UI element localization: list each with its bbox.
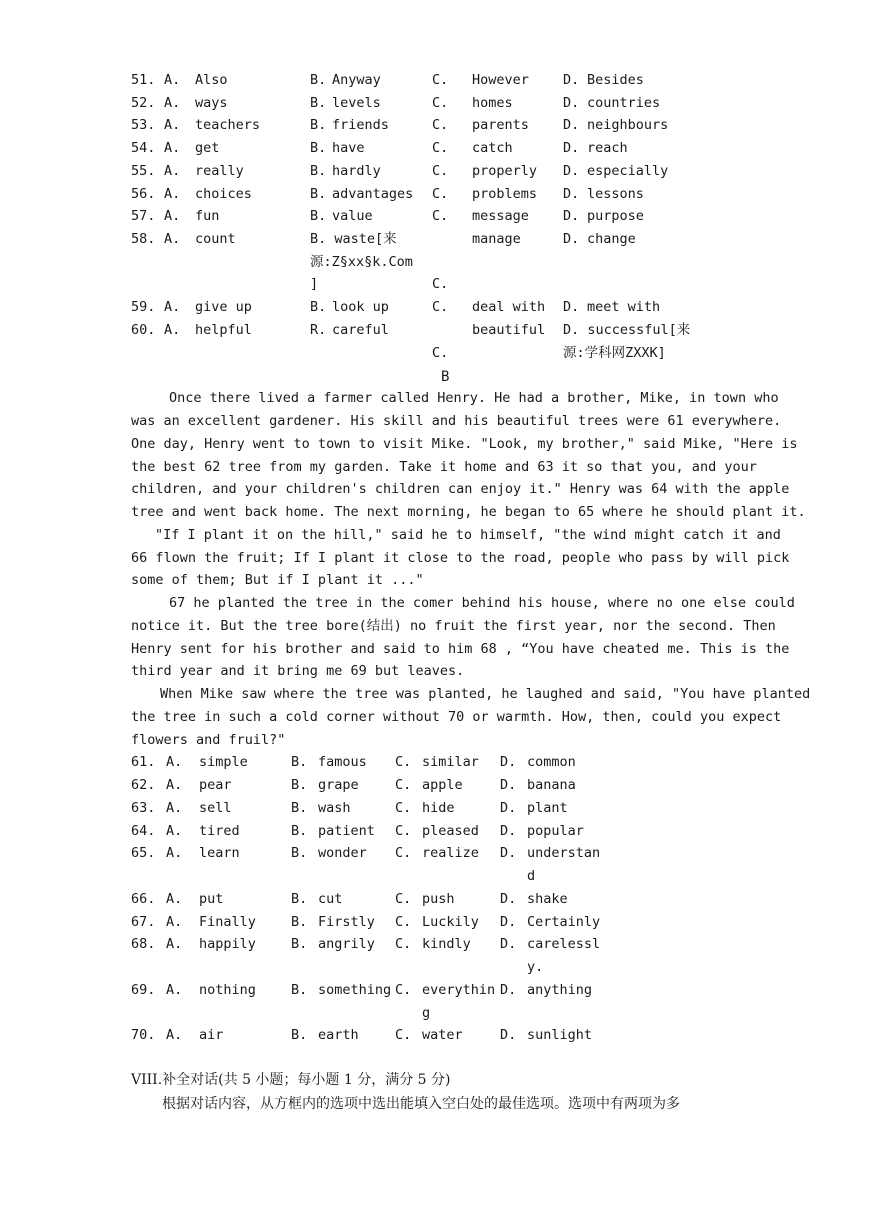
option-letter: C. xyxy=(432,276,449,292)
option-letter: A. xyxy=(166,823,183,839)
question-row-60 xyxy=(0,319,869,341)
option-text: wonder xyxy=(318,845,367,861)
option-text: Also xyxy=(195,72,228,88)
question-number: 62. xyxy=(131,777,156,793)
option-text: hardly xyxy=(332,163,381,179)
option-letter: C. xyxy=(432,163,449,179)
option-letter: B. xyxy=(291,754,308,770)
option-text: wash xyxy=(318,800,351,816)
option-text: count xyxy=(195,231,236,247)
option-text: shake xyxy=(527,891,568,907)
option-text: properly xyxy=(472,163,538,179)
question-number: 67. xyxy=(131,914,156,930)
question-row xyxy=(0,842,869,864)
option-text: advantages xyxy=(332,186,414,202)
option-text: earth xyxy=(318,1027,359,1043)
option-letter: C. xyxy=(395,936,412,952)
question-number: 56. xyxy=(131,186,156,202)
option-text: nothing xyxy=(199,982,256,998)
question-row-58-cont xyxy=(0,251,869,273)
option-text: really xyxy=(195,163,244,179)
option-letter: A. xyxy=(164,95,181,111)
option-letter: D. xyxy=(563,186,580,202)
question-number: 60. xyxy=(131,322,156,338)
option-text: water xyxy=(422,1027,463,1043)
question-number: 64. xyxy=(131,823,156,839)
option-letter: A. xyxy=(164,72,181,88)
option-text: g xyxy=(422,1005,431,1021)
question-number: 68. xyxy=(131,936,156,952)
option-letter: B. xyxy=(310,163,327,179)
option-text: pear xyxy=(199,777,232,793)
question-number: 61. xyxy=(131,754,156,770)
option-letter: B. xyxy=(310,186,327,202)
passage-line: tree and went back home. The next morning, he began to 65 where he should plant it. xyxy=(131,504,806,520)
option-text: ] xyxy=(310,276,319,292)
option-letter: C. xyxy=(395,800,412,816)
passage-line: notice it. But the tree bore(结出) no fruit the first year, nor the second. Then xyxy=(131,618,776,634)
option-text: cut xyxy=(318,891,343,907)
question-row xyxy=(0,979,869,1001)
option-letter: D. xyxy=(500,914,517,930)
option-letter: D. xyxy=(563,140,580,156)
option-text: 源:学科网ZXXK] xyxy=(563,345,666,361)
option-text: reach xyxy=(587,140,628,156)
option-text: look up xyxy=(332,299,389,315)
section-heading-viii: VIII.补全对话(共 5 小题；每小题 1 分，满分 5 分) xyxy=(131,1072,451,1088)
option-text: plant xyxy=(527,800,568,816)
question-row xyxy=(0,888,869,910)
passage-line: 66 flown the fruit; If I plant it close to the road, people who pass by will pick xyxy=(131,550,790,566)
option-text: banana xyxy=(527,777,576,793)
option-letter: C. xyxy=(395,891,412,907)
option-text: ways xyxy=(195,95,228,111)
question-row xyxy=(0,137,869,159)
passage-line: "If I plant it on the hill," said he to himself, "the wind might catch it and xyxy=(155,527,781,543)
option-text: Besides xyxy=(587,72,644,88)
option-text: patient xyxy=(318,823,375,839)
option-text: countries xyxy=(587,95,661,111)
question-row xyxy=(0,751,869,773)
option-letter: C. xyxy=(395,1027,412,1043)
option-letter: A. xyxy=(166,1027,183,1043)
option-text: pleased xyxy=(422,823,479,839)
option-letter: B. xyxy=(291,845,308,861)
option-text: manage xyxy=(472,231,521,247)
option-text: apple xyxy=(422,777,463,793)
option-text: give up xyxy=(195,299,252,315)
option-letter: C. xyxy=(432,186,449,202)
question-number: 53. xyxy=(131,117,156,133)
option-text: lessons xyxy=(587,186,644,202)
option-text: grape xyxy=(318,777,359,793)
option-text: common xyxy=(527,754,576,770)
question-row-cont xyxy=(0,956,869,978)
option-text: anything xyxy=(527,982,593,998)
option-letter: D. xyxy=(500,1027,517,1043)
option-letter: B. xyxy=(310,95,327,111)
option-text: Finally xyxy=(199,914,256,930)
option-text: popular xyxy=(527,823,584,839)
question-number: 57. xyxy=(131,208,156,224)
passage-line: When Mike saw where the tree was planted, he laughed and said, "You have planted xyxy=(160,686,811,702)
option-letter: C. xyxy=(432,95,449,111)
question-row xyxy=(0,797,869,819)
question-number: 58. xyxy=(131,231,156,247)
option-text: realize xyxy=(422,845,479,861)
option-text: problems xyxy=(472,186,538,202)
option-text: sunlight xyxy=(527,1027,593,1043)
question-row xyxy=(0,69,869,91)
option-text: B. waste[来 xyxy=(310,231,397,247)
option-text: learn xyxy=(199,845,240,861)
option-text: y. xyxy=(527,959,544,975)
option-letter: B. xyxy=(310,299,327,315)
option-text: catch xyxy=(472,140,513,156)
question-row xyxy=(0,933,869,955)
option-letter: A. xyxy=(166,845,183,861)
question-number: 65. xyxy=(131,845,156,861)
option-letter: D. xyxy=(563,95,580,111)
option-text: D. successful[来 xyxy=(563,322,691,338)
option-letter: C. xyxy=(432,72,449,88)
option-letter: A. xyxy=(164,117,181,133)
option-text: understan xyxy=(527,845,601,861)
question-row xyxy=(0,183,869,205)
question-row-58 xyxy=(0,228,869,250)
option-letter: B. xyxy=(291,936,308,952)
question-number: 59. xyxy=(131,299,156,315)
option-letter: D. xyxy=(500,823,517,839)
option-text: hide xyxy=(422,800,455,816)
option-letter: A. xyxy=(164,208,181,224)
question-row-cont xyxy=(0,1002,869,1024)
question-number: 63. xyxy=(131,800,156,816)
option-letter: A. xyxy=(164,186,181,202)
option-text: friends xyxy=(332,117,389,133)
passage-line: was an excellent gardener. His skill and his beautiful trees were 61 everywhere. xyxy=(131,413,782,429)
option-letter: A. xyxy=(166,936,183,952)
question-number: 52. xyxy=(131,95,156,111)
question-number: 54. xyxy=(131,140,156,156)
option-text: especially xyxy=(587,163,669,179)
option-letter: C. xyxy=(432,299,449,315)
question-number: 55. xyxy=(131,163,156,179)
option-letter: D. xyxy=(563,231,580,247)
option-text: something xyxy=(318,982,392,998)
option-text: happily xyxy=(199,936,256,952)
option-text: push xyxy=(422,891,455,907)
option-letter: A. xyxy=(166,982,183,998)
option-letter: D. xyxy=(563,117,580,133)
option-letter: A. xyxy=(166,777,183,793)
option-letter: D. xyxy=(563,163,580,179)
option-letter: C. xyxy=(432,345,449,361)
option-text: fun xyxy=(195,208,220,224)
passage-line: 67 he planted the tree in the comer behind his house, where no one else could xyxy=(169,595,795,611)
option-letter: A. xyxy=(164,163,181,179)
passage-line: third year and it bring me 69 but leaves. xyxy=(131,663,465,679)
option-text: carelessl xyxy=(527,936,601,952)
option-letter: D. xyxy=(563,72,580,88)
option-letter: A. xyxy=(164,299,181,315)
option-text: teachers xyxy=(195,117,261,133)
option-letter: D. xyxy=(500,777,517,793)
option-letter: B. xyxy=(291,891,308,907)
option-text: Luckily xyxy=(422,914,479,930)
option-letter: B. xyxy=(291,777,308,793)
passage-line: One day, Henry went to town to visit Mike. "Look, my brother," said Mike, "Here is xyxy=(131,436,798,452)
question-number: 51. xyxy=(131,72,156,88)
option-text: get xyxy=(195,140,220,156)
option-letter: C. xyxy=(395,982,412,998)
option-letter: C. xyxy=(395,823,412,839)
section-instruction: 根据对话内容，从方框内的选项中选出能填入空白处的最佳选项。选项中有两项为多 xyxy=(162,1096,680,1112)
option-letter: A. xyxy=(166,800,183,816)
option-letter: D. xyxy=(563,208,580,224)
option-letter: A. xyxy=(166,754,183,770)
option-letter: D. xyxy=(500,891,517,907)
option-text: air xyxy=(199,1027,224,1043)
question-row xyxy=(0,911,869,933)
option-text: tired xyxy=(199,823,240,839)
option-text: meet with xyxy=(587,299,661,315)
option-letter: A. xyxy=(166,914,183,930)
option-text: put xyxy=(199,891,224,907)
option-letter: R. xyxy=(310,322,327,338)
question-number: 70. xyxy=(131,1027,156,1043)
option-letter: C. xyxy=(395,914,412,930)
question-row xyxy=(0,205,869,227)
question-row xyxy=(0,92,869,114)
question-number: 69. xyxy=(131,982,156,998)
passage-line: children, and your children's children can enjoy it." Henry was 64 with the apple xyxy=(131,481,790,497)
option-text: deal with xyxy=(472,299,546,315)
option-text: change xyxy=(587,231,636,247)
question-number: 66. xyxy=(131,891,156,907)
option-text: d xyxy=(527,868,536,884)
option-letter: B. xyxy=(291,914,308,930)
option-text: simple xyxy=(199,754,248,770)
option-letter: C. xyxy=(395,777,412,793)
option-letter: C. xyxy=(432,140,449,156)
question-row-58-cont2 xyxy=(0,273,869,295)
option-letter: D. xyxy=(500,845,517,861)
option-text: Firstly xyxy=(318,914,375,930)
option-text: levels xyxy=(332,95,381,111)
option-letter: B. xyxy=(310,140,327,156)
option-text: purpose xyxy=(587,208,644,224)
question-row-cont xyxy=(0,865,869,887)
passage-line: Henry sent for his brother and said to him 68 , “You have cheated me. This is the xyxy=(131,641,790,657)
option-text: value xyxy=(332,208,373,224)
option-letter: D. xyxy=(500,754,517,770)
option-text: kindly xyxy=(422,936,471,952)
option-text: angrily xyxy=(318,936,375,952)
option-letter: B. xyxy=(291,823,308,839)
option-text: famous xyxy=(318,754,367,770)
option-letter: C. xyxy=(395,754,412,770)
option-letter: B. xyxy=(291,800,308,816)
passage-line: the best 62 tree from my garden. Take it home and 63 it so that you, and your xyxy=(131,459,757,475)
option-letter: C. xyxy=(432,208,449,224)
option-text: neighbours xyxy=(587,117,669,133)
option-text: Anyway xyxy=(332,72,381,88)
option-letter: C. xyxy=(432,117,449,133)
option-text: similar xyxy=(422,754,479,770)
question-row xyxy=(0,774,869,796)
option-text: beautiful xyxy=(472,322,546,338)
option-letter: B. xyxy=(291,982,308,998)
option-letter: D. xyxy=(500,800,517,816)
section-heading-b: B xyxy=(441,369,450,385)
question-row-59 xyxy=(0,296,869,318)
option-text: However xyxy=(472,72,529,88)
passage-line: flowers and fruil?" xyxy=(131,732,286,748)
option-text: parents xyxy=(472,117,529,133)
option-text: message xyxy=(472,208,529,224)
option-text: choices xyxy=(195,186,252,202)
option-letter: D. xyxy=(500,936,517,952)
option-text: everythin xyxy=(422,982,496,998)
option-letter: B. xyxy=(310,117,327,133)
option-letter: B. xyxy=(291,1027,308,1043)
question-row xyxy=(0,820,869,842)
option-text: helpful xyxy=(195,322,252,338)
option-letter: A. xyxy=(164,140,181,156)
option-letter: A. xyxy=(164,231,181,247)
question-row-60-cont xyxy=(0,342,869,364)
option-text: homes xyxy=(472,95,513,111)
option-letter: D. xyxy=(500,982,517,998)
passage-line: some of them; But if I plant it ..." xyxy=(131,572,424,588)
passage-line: the tree in such a cold corner without 70 or warmth. How, then, could you expect xyxy=(131,709,782,725)
option-text: sell xyxy=(199,800,232,816)
option-letter: A. xyxy=(166,891,183,907)
option-text: 源:Z§xx§k.Com xyxy=(310,254,413,270)
option-text: careful xyxy=(332,322,389,338)
question-row xyxy=(0,160,869,182)
option-letter: B. xyxy=(310,208,327,224)
option-letter: C. xyxy=(395,845,412,861)
question-row xyxy=(0,114,869,136)
passage-line: Once there lived a farmer called Henry. He had a brother, Mike, in town who xyxy=(169,390,779,406)
option-letter: D. xyxy=(563,299,580,315)
option-text: Certainly xyxy=(527,914,601,930)
option-letter: A. xyxy=(164,322,181,338)
question-row xyxy=(0,1024,869,1046)
option-letter: B. xyxy=(310,72,327,88)
option-text: have xyxy=(332,140,365,156)
